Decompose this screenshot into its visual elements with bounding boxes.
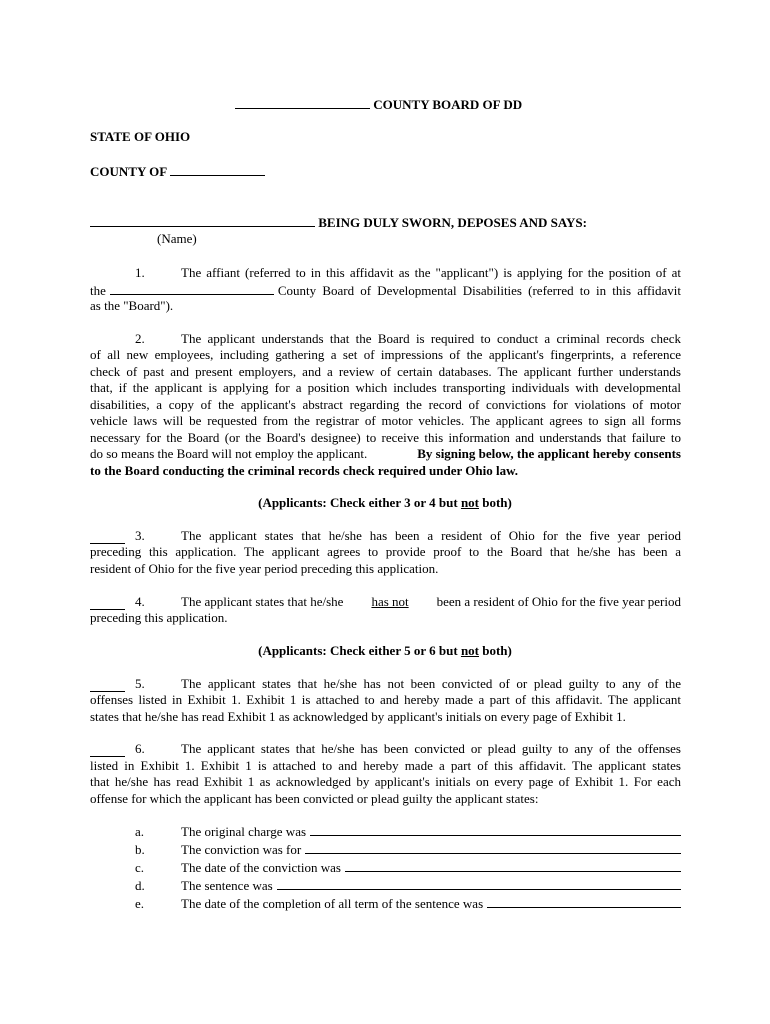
p1-line1: The affiant (referred to in this affidavit as the "applicant") is applying for the position of at bbox=[181, 265, 681, 280]
p5-checkbox-line[interactable] bbox=[90, 679, 125, 692]
list-item bbox=[135, 841, 681, 858]
instruction-3-4-not: not bbox=[460, 495, 479, 510]
p2-line1: The applicant understands that the Board is required to conduct a criminal records check bbox=[181, 331, 681, 346]
conviction-field[interactable] bbox=[305, 841, 681, 854]
sworn-line bbox=[90, 214, 587, 231]
p6-line4: offense for which the applicant has been convicted or plead guilty the applicant states: bbox=[90, 791, 539, 806]
affiant-name-field[interactable] bbox=[90, 214, 315, 227]
instruction-5-6-not: not bbox=[460, 643, 479, 658]
p6-number: 6. bbox=[135, 741, 145, 756]
conviction-date-field[interactable] bbox=[345, 859, 681, 872]
county-line bbox=[90, 163, 265, 180]
p2-line5: disabilities, a copy of the applicant's abstract regarding the record of convictions for violations of motor bbox=[90, 397, 681, 412]
p4-checkbox-line[interactable] bbox=[90, 597, 125, 610]
list-item bbox=[135, 877, 681, 894]
p6-line2: listed in Exhibit 1. Exhibit 1 is attached to and hereby made a part of this affidavit. The applicant states bbox=[90, 758, 681, 773]
item-letter: b. bbox=[135, 842, 145, 857]
item-letter: d. bbox=[135, 878, 145, 893]
p4-has-not: has not bbox=[371, 594, 409, 609]
p6-checkbox-line[interactable] bbox=[90, 744, 125, 757]
page-title: COUNTY BOARD OF DD bbox=[373, 97, 523, 112]
p5-line1: The applicant states that he/she has not been convicted of or plead guilty to any of the bbox=[181, 676, 681, 691]
instruction-3-4-post: both) bbox=[479, 495, 512, 510]
list-item bbox=[135, 895, 681, 912]
p1-line2-text: County Board of Developmental Disabilities (referred to in this affidavit bbox=[277, 283, 681, 298]
item-text: The sentence was bbox=[181, 878, 273, 893]
p1-number: 1. bbox=[135, 265, 145, 280]
p3-number: 3. bbox=[135, 528, 145, 543]
item-text: The date of the completion of all term of the sentence was bbox=[181, 896, 484, 911]
title-line bbox=[235, 96, 522, 113]
instruction-5-6-pre: (Applicants: Check either 5 or 6 but bbox=[258, 643, 461, 658]
county-field[interactable] bbox=[170, 163, 265, 176]
item-letter: e. bbox=[135, 896, 145, 911]
p5-number: 5. bbox=[135, 676, 145, 691]
instruction-3-4 bbox=[0, 495, 770, 511]
p2-line9: to the Board conducting the criminal records check required under Ohio law. bbox=[90, 463, 519, 478]
p2-line3: check of past and present employers, and a review of certain databases. The applicant further understands bbox=[90, 364, 681, 379]
p3-line2: preceding this application. The applicant agrees to provide proof to the Board that he/she has been a bbox=[90, 544, 681, 559]
p3-line1: The applicant states that he/she has been a resident of Ohio for the five year period bbox=[181, 528, 681, 543]
p2-consent-text: By signing below, the applicant hereby consents bbox=[417, 446, 681, 461]
p6-line3: that he/she has read Exhibit 1 as acknowledged by applicant's initials on every page of Exhibit 1. For each bbox=[90, 774, 681, 789]
list-item bbox=[135, 823, 681, 840]
p4-line1 bbox=[181, 594, 681, 610]
p4-number: 4. bbox=[135, 594, 145, 609]
p4-line1-a: The applicant states that he/she bbox=[181, 594, 344, 609]
p3-checkbox-line[interactable] bbox=[90, 531, 125, 544]
sentence-completion-date-field[interactable] bbox=[487, 895, 681, 908]
sentence-field[interactable] bbox=[277, 877, 681, 890]
county-label: COUNTY OF bbox=[90, 164, 168, 179]
p2-line7: necessary for the Board (or the Board's designee) to receive this information and understands that failure to bbox=[90, 430, 681, 445]
sworn-label: BEING DULY SWORN, DEPOSES AND SAYS: bbox=[318, 215, 587, 230]
state-label: STATE OF OHIO bbox=[90, 129, 191, 144]
p4-line2: preceding this application. bbox=[90, 610, 228, 625]
p6-line1: The applicant states that he/she has been convicted or plead guilty to any of the offenses bbox=[181, 741, 681, 756]
p5-line2: offenses listed in Exhibit 1. Exhibit 1 is attached to and hereby made a part of this affidavit. The applicant bbox=[90, 692, 681, 707]
instruction-5-6-post: both) bbox=[479, 643, 512, 658]
p2-line2: of all new employees, including gathering a set of impressions of the applicant's fingerprints, a reference bbox=[90, 347, 681, 362]
p2-line6: vehicle laws will be requested from the registrar of motor vehicles. The applicant agrees to sign all forms bbox=[90, 413, 681, 428]
p1-the: the bbox=[90, 283, 106, 298]
p2-number: 2. bbox=[135, 331, 145, 346]
item-letter: c. bbox=[135, 860, 145, 875]
p4-line1-c: been a resident of Ohio for the five year period bbox=[436, 594, 681, 609]
p3-line3: resident of Ohio for the five year period preceding this application. bbox=[90, 561, 439, 576]
item-text: The date of the conviction was bbox=[181, 860, 341, 875]
p1-line2 bbox=[90, 282, 681, 299]
p1-county-field[interactable] bbox=[110, 282, 274, 295]
p2-line8-text: do so means the Board will not employ the applicant. bbox=[90, 446, 368, 461]
p1-line3: as the "Board"). bbox=[90, 298, 174, 313]
instruction-5-6 bbox=[0, 643, 770, 659]
item-text: The conviction was for bbox=[181, 842, 302, 857]
item-letter: a. bbox=[135, 824, 145, 839]
county-name-field[interactable] bbox=[235, 96, 370, 109]
p2-line4: that, if the applicant is applying for a position which includes transporting individuals with developmental bbox=[90, 380, 681, 395]
p2-line8 bbox=[90, 446, 681, 462]
name-caption: (Name) bbox=[157, 231, 197, 246]
list-item bbox=[135, 859, 681, 876]
item-text: The original charge was bbox=[181, 824, 307, 839]
instruction-3-4-pre: (Applicants: Check either 3 or 4 but bbox=[258, 495, 461, 510]
p5-line3: states that he/she has read Exhibit 1 as acknowledged by applicant's initials on every page of Exhibit 1. bbox=[90, 709, 626, 724]
original-charge-field[interactable] bbox=[310, 823, 681, 836]
